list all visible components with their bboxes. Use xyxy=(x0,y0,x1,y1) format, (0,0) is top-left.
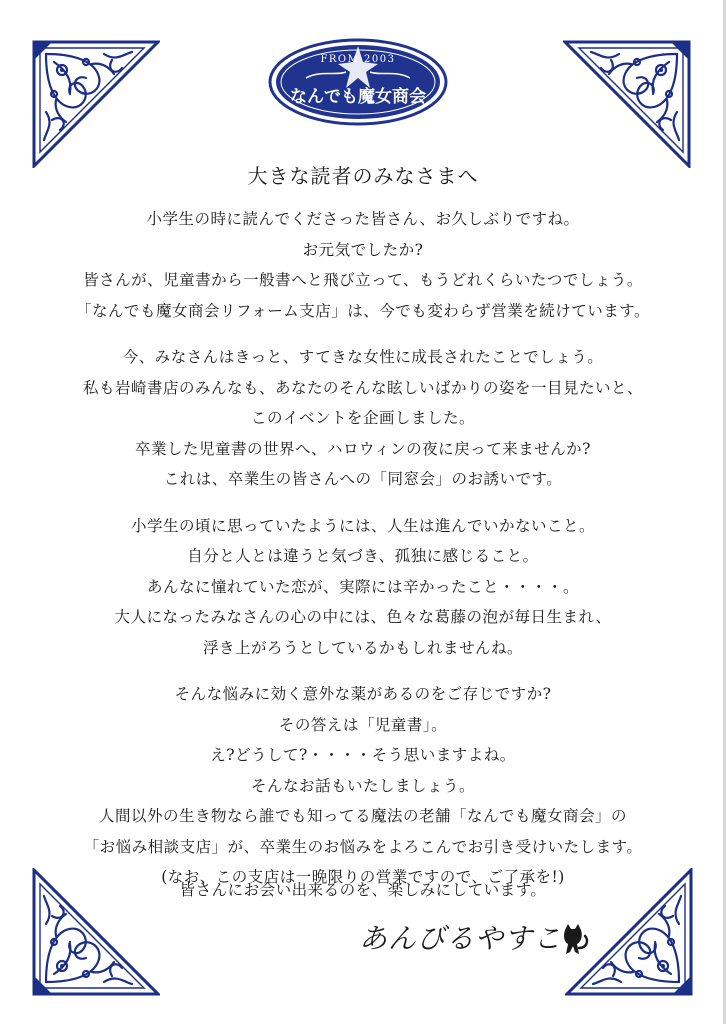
text-line: 小学生の時に読んでくださった皆さん、お久しぶりですね。 xyxy=(146,210,580,228)
text-line: 皆さんが、児童書から一般書へと飛び立って、もうどれくらいたつでしょう。 xyxy=(83,271,643,289)
text-line: あんなに憧れていた恋が、実際には辛かったこと・・・・。 xyxy=(146,577,579,596)
text-line: (なお、この支店は一晩限りの営業ですので、ご了承を!) xyxy=(161,868,565,886)
signature-text: あんびるやすこ xyxy=(359,922,563,955)
text-line: 浮き上がろうとしているかもしれませんね。 xyxy=(202,638,523,657)
letter-body xyxy=(0,204,726,909)
shop-logo xyxy=(266,36,450,128)
logo-main-text: なんでも魔女商会 xyxy=(290,87,426,107)
cat-icon xyxy=(564,924,587,954)
text-line: 卒業した児童書の世界へ、ハロウィンの夜に戻って来ませんか? xyxy=(135,439,591,458)
text-line: 「お悩み相談支店」が、卒業生のお悩みをよろこんでお引き受けいたします。 xyxy=(83,837,643,856)
text-line: 今、みなさんはきっと、すてきな女性に成長されたことでしょう。 xyxy=(122,348,604,366)
text-line: え?どうして?・・・・そう思いますよね。 xyxy=(210,746,516,764)
paragraph-1 xyxy=(0,204,726,326)
text-line: 「なんでも魔女商会リフォーム支店」は、今でも変わらず営業を続けています。 xyxy=(76,301,650,320)
signature xyxy=(355,908,595,964)
text-line: 大人になったみなさんの心の中には、色々な葛藤の泡が毎日生まれ、 xyxy=(114,608,612,626)
paragraph-2 xyxy=(0,342,726,495)
text-line: 自分と人とは違うと気づき、孤独に感じること。 xyxy=(187,547,539,565)
text-line: そんな悩みに効く意外な薬があるのをご存じですか? xyxy=(174,685,552,703)
text-line: お元気でしたか? xyxy=(302,240,424,259)
logo-top-text: FROM 2003 xyxy=(320,54,396,65)
letter-title: 大きな読者のみなさまへ xyxy=(247,164,479,188)
text-line: 小学生の頃に思っていたようには、人生は進んでいかないこと。 xyxy=(130,516,595,535)
paragraph-4 xyxy=(0,679,726,893)
text-line: その答えは「児童書」。 xyxy=(278,715,448,734)
closing-line: 皆さんにお会い出来るのを、楽しみにしています。 xyxy=(179,881,547,899)
text-line: 私も岩崎書店のみんなも、あなたのそんな眩しいばかりの姿を一目見たいと、 xyxy=(82,378,643,397)
text-line: そんなお話もいたしましょう。 xyxy=(250,776,475,795)
text-line: 人間以外の生き物なら誰でも知ってる魔法の老舗「なんでも魔女商会」の xyxy=(98,807,627,825)
paragraph-3 xyxy=(0,511,726,664)
corner-ornament-top-right-icon xyxy=(563,40,691,168)
corner-ornament-top-left-icon xyxy=(32,40,160,168)
text-line: このイベントを企画しました。 xyxy=(250,409,475,427)
text-line: これは、卒業生の皆さんへの「同窓会」のお誘いです。 xyxy=(163,470,563,488)
